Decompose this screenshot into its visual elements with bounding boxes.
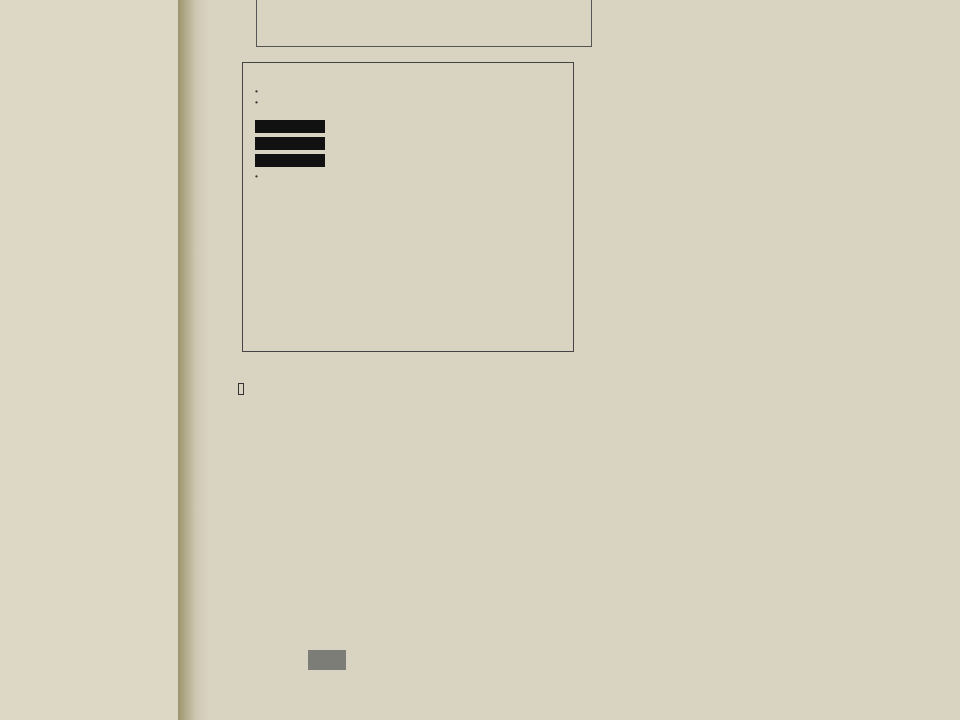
- warning-row: [255, 137, 565, 150]
- instructions-item: •: [255, 171, 258, 181]
- section-tabs: [606, 0, 960, 720]
- caution-row: [255, 154, 565, 167]
- volume-note: [308, 650, 568, 670]
- left-page: [0, 0, 178, 720]
- danger-label: [255, 120, 325, 133]
- procedure-steps: [256, 0, 592, 47]
- info-section: [238, 374, 578, 405]
- notice-symbol: [238, 383, 244, 395]
- right-page: [208, 0, 960, 720]
- notice-text: [238, 384, 578, 395]
- grey-swatch: [308, 650, 346, 670]
- warning-label: [255, 137, 325, 150]
- danger-row: [255, 120, 565, 133]
- safety-messages-box: [242, 62, 574, 352]
- safety-labels-item: •: [255, 86, 258, 96]
- safety-messages-item: •: [255, 97, 258, 107]
- book-gutter: [178, 0, 208, 720]
- caution-label: [255, 154, 325, 167]
